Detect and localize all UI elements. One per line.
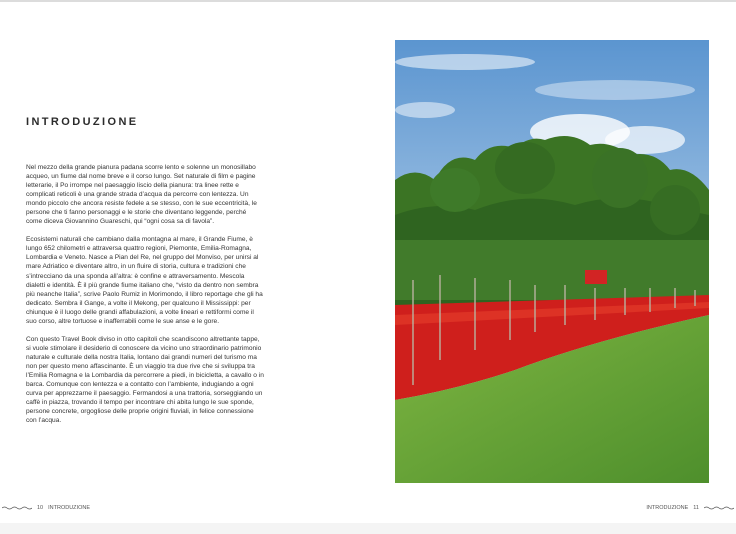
paragraph-1: Nel mezzo della grande pianura padana scorre lento e solenne un monosillabo acqueo, un fiume dal nome breve e il corso lungo. Set naturale di film e pagine letterarie, il Po irrompe nel paesaggio liscio della pianura: tra linee rette e complicati reticoli è una grande strada d’acqua da percorre con lentezza. Un mondo piccolo che ancora resiste fedele a se stesso, con le sue eccentricità, le persone che ti fanno personaggi e le storie che diventano leggende, perché come diceva Giovannino Guareschi, qui “ogni cosa sa di favola”. xyxy=(26,164,257,226)
left-page-number: 10 xyxy=(37,505,44,511)
left-page xyxy=(0,2,368,523)
right-page-number: 11 xyxy=(693,505,699,511)
section-title: INTRODUZIONE xyxy=(26,116,139,128)
left-running-head: INTRODUZIONE xyxy=(48,505,90,511)
landscape-photo xyxy=(395,40,709,483)
intro-body-text xyxy=(26,163,264,434)
wave-ornament-icon xyxy=(2,506,32,510)
bottom-band xyxy=(0,523,736,534)
right-running-head: INTRODUZIONE xyxy=(646,505,689,511)
right-folio xyxy=(646,505,734,511)
paragraph-3: Con questo Travel Book diviso in otto capitoli che scandiscono altrettante tappe, si vuole stimolare il desiderio di conoscere da vicino uno straordinario patrimonio naturale e culturale della nostra Italia, lontano dai grandi numeri del turismo ma non per questo meno affascinante. È un viaggio tra due rive che si sviluppa tra l’Emilia Romagna e la Lombardia da percorrere a piedi, in bicicletta, a cavallo o in barca. Comunque con lentezza e a contatto con l’ambiente, indugiando a ogni curva per apprezzarne il paesaggio. Fermandosi a una trattoria, sorseggiando un caffè in piazza, trovando il tempo per incontrare chi abita lungo le sue sponde, persone concrete, orgogliose delle proprie origini fluviali, in felice connessione con l’acqua. xyxy=(26,335,264,425)
paragraph-2: Ecosistemi naturali che cambiano dalla montagna al mare, il Grande Fiume, è lungo 652 chilometri e attraversa quattro regioni, Piemonte, Emilia-Romagna, Lombardia e Veneto. Nasce a Pian del Re, nel gruppo del Monviso, per unirsi al mare Adriatico e diventare altro, in un fluire di storia, cultura e tradizioni che s’intrecciano da una sponda all’altra: è confine e attraversamento. Mescola dialetti e identità. È il più grande fiume italiano che, “visto da dentro non sembra più neanche Italia”, scrive Paolo Rumiz in Morimondo, il libro reportage che gli ha dedicato. Sembra il Gange, a volte il Mekong, per qualcuno il Mississippi: per chiunque è il luogo delle grandi affabulazioni, a volte lineari e rettiformi come il suo corso, altre tortuose e inafferrabili come le sue anse e le gore. xyxy=(26,236,263,325)
right-page xyxy=(368,2,736,523)
left-folio xyxy=(2,505,90,511)
wave-ornament-icon xyxy=(704,506,734,510)
